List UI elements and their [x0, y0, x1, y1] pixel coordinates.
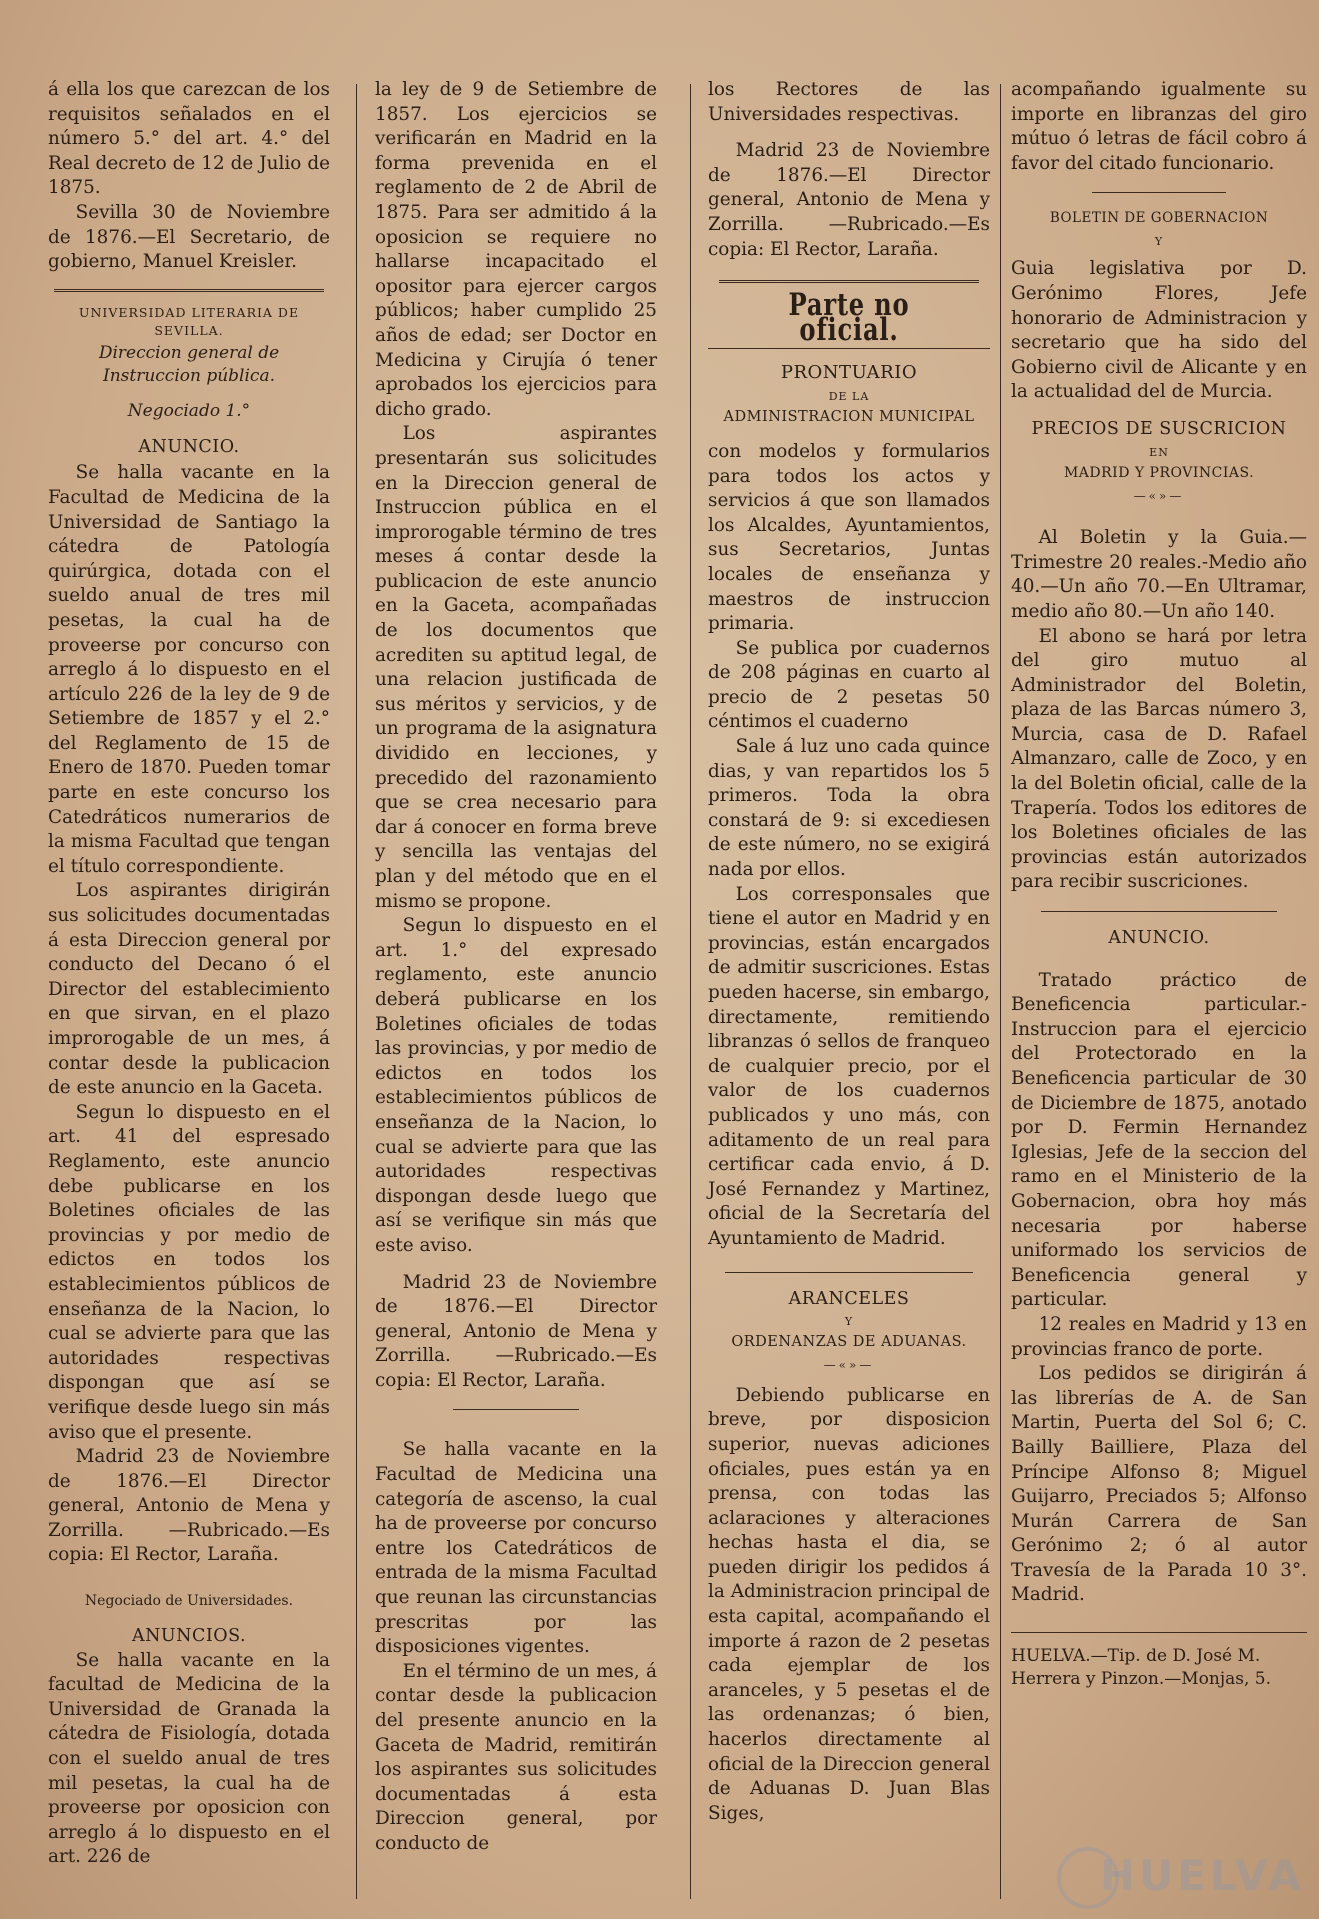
paragraph: Los pedidos se dirigirán á las librerías de A. de San Martin, Puerta del Sol 6; C. Bailly Bailliere, Plaza del Príncipe Alfonso 8; Miguel Guijarro, Preciados 5; Alfonso Murán Carrera de San Gerónimo 2; ó al autor Travesía de la Parada 10 3°. Madrid. [1011, 1363, 1307, 1606]
signature-paragraph: Madrid 23 de Noviembre de 1876.—El Director general, Antonio de Mena y Zorrilla. —Rubricado.—Es copia: El Rector, Laraña. [375, 1271, 657, 1391]
negociado-heading: Negociado de Universidades. [84, 1593, 294, 1610]
section-divider [708, 348, 990, 349]
prontuario-subheading: DE LA [828, 389, 870, 403]
precios-subheading: MADRID Y PROVINCIAS. [1063, 464, 1255, 481]
paragraph: Al Boletin y la Guia.—Trimestre 20 reales.-Medio año 40.—Un año 70.—En Ultramar, medio año 80.—Un año 140. [1011, 527, 1307, 622]
paragraph: Segun lo dispuesto en el art. 41 del espresado Reglamento, este anuncio debe publicarse en los Boletines oficiales de las provincias y por medio de edictos en todos los establecimientos públicos de enseñanza de la Nacion, lo cual se advierte para que las autoridades respectivas dispongan que así se verifique desde luego sin más aviso que el presente. [48, 1101, 330, 1443]
column-2 [375, 78, 657, 1909]
paragraph: Debiendo publicarse en breve, por disposicion superior, nuevas adiciones oficiales, pues están ya en prensa, con todas las aclaraciones y alteraciones hechas hasta el dia, se pueden dirigir los pedidos á la Administracion principal de esta capital, acompañando el importe á razon de 2 pesetas cada ejemplar de los aranceles, y 5 pesetas el de las ordenanzas; ó bien, hacerlos directamente al oficial de la Direccion general de Aduanas D. Juan Blas Siges, [708, 1384, 990, 1824]
negociado-heading: Negociado 1.° [127, 400, 251, 421]
paragraph: Se halla vacante en la Facultad de Medicina una categoría de ascenso, la cual ha de proveerse por concurso entre los Catedráticos de entrada de la misma Facultad que reunan las circunstancias prescritas por las disposiciones vigentes. [375, 1439, 657, 1658]
column-4 [1011, 78, 1307, 1909]
column-divider [690, 84, 691, 1899]
paragraph: los Rectores de las Universidades respectivas. [708, 79, 990, 125]
signature-paragraph: Sevilla 30 de Noviembre de 1876.—El Secretario, de gobierno, Manuel Kreisler. [48, 201, 330, 273]
paragraph: Se halla vacante en la facultad de Medicina de la Universidad de Granada la cátedra de Fisiología, dotada con el sueldo anual de tres mil pesetas, la cual ha de proveerse por oposicion con arreglo á lo dispuesto en el art. 226 de [48, 1649, 330, 1868]
aranceles-subheading: Y [844, 1315, 854, 1329]
anuncio-heading: ANUNCIO. [1108, 928, 1210, 949]
paragraph: Segun lo dispuesto en el art. 1.° del expresado reglamento, este anuncio deberá publicarse en los Boletines oficiales de todas las provincias, y por medio de edictos en todos los establecimientos públicos de enseñanza de la Nacion, lo cual se advierte para que las autoridades respectivas dispongan desde luego que así se verifique sin más que este aviso. [375, 915, 657, 1256]
paragraph: Tratado práctico de Beneficencia particular.-Instruccion para el ejercicio del Protectorado en la Beneficencia particular de 30 de Diciembre de 1875, anotado por D. Fermin Hernandez Iglesias, Jefe de la seccion del ramo en el Ministerio de la Gobernacion, obra hoy más necesaria por haberse uniformado los servicios de Beneficencia general y particular. [1011, 969, 1307, 1311]
section-divider [1041, 911, 1278, 912]
parte-no-oficial-heading: Parte no oficial. [788, 287, 910, 348]
paragraph: acompañando igualmente su importe en libranzas del giro mútuo ó letras de fácil cobro á favor del citado funcionario. [1011, 79, 1307, 174]
prontuario-subheading: ADMINISTRACION MUNICIPAL [723, 408, 975, 425]
anuncios-heading: ANUNCIOS. [131, 1626, 247, 1647]
paragraph: Los aspirantes dirigirán sus solicitudes documentadas á esta Direccion general por conducto del Decano ó el Director del establecimiento en que sirvan, en el plazo improrogable de un mes, á contar desde la publicacion de este anuncio en la Gaceta. [48, 880, 330, 1099]
precios-heading: PRECIOS DE SUSCRICION [1031, 418, 1287, 439]
section-divider [719, 280, 978, 283]
paragraph: á ella los que carezcan de los requisitos señalados en el número 5.° del art. 4.° del Real decreto de 12 de Julio de 1875. [48, 79, 330, 199]
section-divider [1092, 192, 1225, 193]
section-divider [725, 1272, 973, 1273]
section-divider [453, 1409, 580, 1410]
paragraph: El abono se hará por letra del giro mutuo al Administrador del Boletin, plaza de las Barcas número 3, Murcia, casa de D. Rafael Almanzaro, calle de Zoco, y en la del Boletin oficial, calle de la Trapería. Todos los editores de los Boletines oficiales de las provincias están autorizados para recibir suscriciones. [1011, 625, 1307, 893]
watermark-stamp: HUELVA [1099, 1851, 1305, 1900]
boletin-heading: BOLETIN DE GOBERNACION [1049, 210, 1269, 227]
paragraph: con modelos y formularios para todos los actos y servicios á que son llamados los Alcaldes, Ayuntamientos, sus Secretarios, Juntas locales de enseñanza y maestros de instruccion primaria. [708, 440, 990, 635]
paragraph: Se halla vacante en la Facultad de Medicina de la Universidad de Santiago la cátedra de Patología quirúrgica, dotada con el sueldo anual de tres mil pesetas, la cual ha de proveerse por concurso con arreglo á lo dispuesto en el artículo 226 de la ley de 9 de Setiembre de 1857 y el 2.° del Reglamento de 15 de Enero de 1870. Pueden tomar parte en este concurso los Catedráticos numerarios de la misma Facultad que tengan el título correspondiente. [48, 462, 330, 877]
ornament: —«»— [823, 1358, 875, 1373]
paragraph: Los corresponsales que tiene el autor en Madrid y en provincias, están encargados de admitir suscriciones. Estas pueden hacerse, sin embargo, directamente, remitiendo libranzas ó sellos de franqueo de cualquier precio, por el valor de los cuadernos publicados y uno más, con aditamento de un real para certificar cada envio, á D. José Fernandez y Martinez, oficial de la Secretaría del Ayuntamiento de Madrid. [708, 883, 990, 1249]
paragraph: Sale á luz uno cada quince dias, y van repartidos los 5 primeros. Toda la obra constará de 9: si excediesen de este número, no se exigirá nada por ellos. [708, 736, 990, 881]
aranceles-subheading: ORDENANZAS DE ADUANAS. [731, 1334, 967, 1351]
column-divider [1000, 84, 1001, 1899]
prontuario-heading: PRONTUARIO [780, 362, 918, 384]
column-divider [356, 84, 357, 1899]
section-divider [54, 289, 325, 292]
signature-paragraph: Madrid 23 de Noviembre de 1876.—El Director general, Antonio de Mena y Zorrilla. —Rubricado.—Es copia: El Rector, Laraña. [48, 1446, 330, 1566]
paragraph: En el término de un mes, á contar desde la publicacion del presente anuncio en la Gaceta de Madrid, remitirán los aspirantes sus solicitudes documentadas á esta Direccion general, por conducto de [375, 1660, 657, 1854]
section-subheading: Direccion general de Instruccion pública. [98, 342, 280, 386]
section-heading: UNIVERSIDAD LITERARIA DE SEVILLA. [78, 304, 300, 338]
column-1 [48, 78, 330, 1909]
column-3 [708, 78, 990, 1909]
paragraph: Guia legislativa por D. Gerónimo Flores, Jefe honorario de Administracion y secretario que ha sido del Gobierno civil de Alicante y en la actualidad del de Murcia. [1011, 258, 1307, 403]
paragraph: Los aspirantes presentarán sus solicitudes en la Direccion general de Instruccion pública en el improrogable término de tres meses á contar desde la publicacion de este anuncio en la Gaceta, acompañadas de los documentos que acrediten su aptitud legal, de una relacion justificada de sus méritos y servicios, y de un programa de la asignatura dividido en lecciones, y precedido del razonamiento que se crea necesario para dar á conocer en forma breve y sencilla las ventajas del plan y del método que en el mismo se propone. [375, 423, 657, 912]
printer-imprint: HUELVA.—Tip. de D. José M. Herrera y Pinzon.—Monjas, 5. [1011, 1646, 1271, 1690]
aranceles-heading: ARANCELES [788, 1288, 910, 1309]
anuncio-heading: ANUNCIO. [138, 436, 240, 457]
signature-paragraph: Madrid 23 de Noviembre de 1876.—El Director general, Antonio de Mena y Zorrilla. —Rubricado.—Es copia: El Rector, Laraña. [708, 140, 990, 260]
boletin-subheading: Y [1154, 235, 1164, 249]
ornament: —«»— [1133, 488, 1185, 503]
precios-subheading: EN [1149, 445, 1169, 459]
paragraph: 12 reales en Madrid y 13 en provincias franco de porte. [1011, 1313, 1307, 1360]
paragraph: Se publica por cuadernos de 208 páginas en cuarto al precio de 2 pesetas 50 céntimos el cuaderno [708, 637, 990, 733]
section-divider [1011, 1632, 1307, 1633]
paragraph: la ley de 9 de Setiembre de 1857. Los ejercicios se verificarán en Madrid en la forma prevenida en el reglamento de 2 de Abril de 1875. Para ser admitido á la oposicion se requiere no hallarse incapacitado el opositor para ejercer cargos públicos; haber cumplido 25 años de edad; ser Doctor en Medicina y Cirujía ó tener aprobados los ejercicios para dicho grado. [375, 79, 657, 420]
